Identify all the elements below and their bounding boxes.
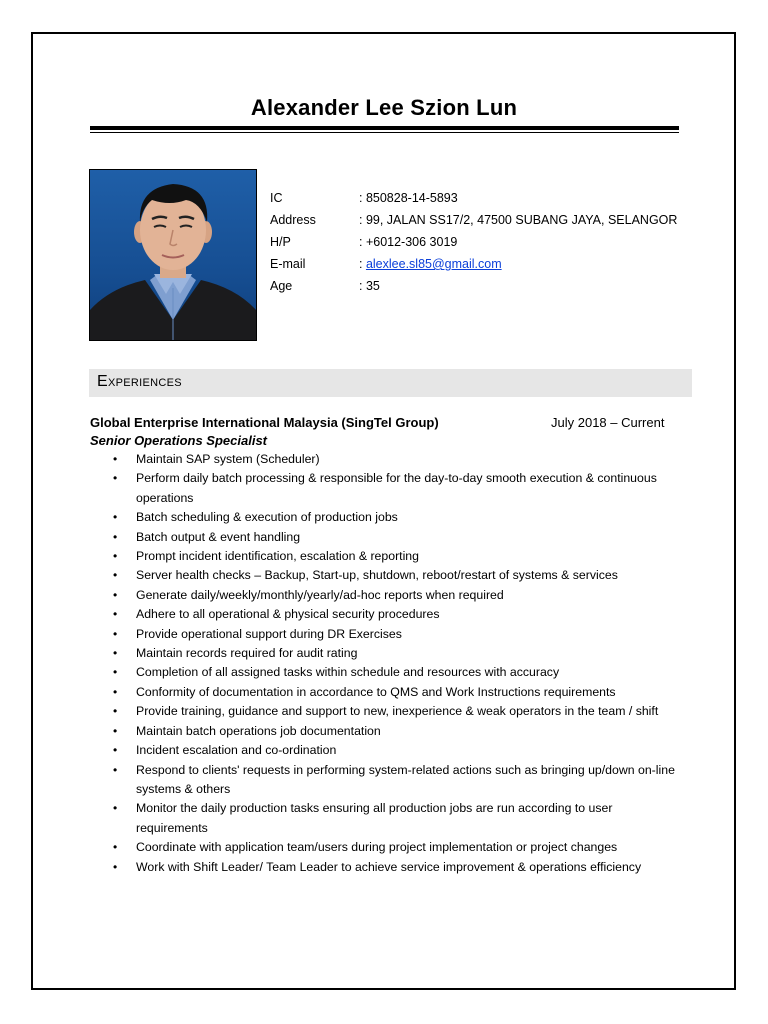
info-row-address: [270, 209, 677, 231]
job-dates: July 2018 – Current: [551, 415, 665, 430]
list-item: • Coordinate with application team/users during project implementation or project changes: [113, 838, 683, 857]
list-item: • Completion of all assigned tasks within schedule and resources with accuracy: [113, 663, 683, 682]
title-rule-thick: [90, 126, 679, 130]
person-portrait-icon: [90, 170, 256, 340]
list-item: • Maintain SAP system (Scheduler): [113, 450, 683, 469]
info-value: : 35: [359, 279, 380, 293]
personal-info: [270, 187, 677, 297]
section-header-experiences: [89, 369, 692, 397]
list-item: • Server health checks – Backup, Start-up, shutdown, reboot/restart of systems & services: [113, 566, 683, 585]
list-item: • Conformity of documentation in accordance to QMS and Work Instructions requirements: [113, 683, 683, 702]
email-link[interactable]: alexlee.sl85@gmail.com: [365, 257, 502, 271]
title-rule-thin: [90, 132, 679, 133]
email-prefix: :: [359, 257, 366, 271]
list-item: • Prompt incident identification, escalation & reporting: [113, 547, 683, 566]
info-value: [359, 253, 502, 275]
info-label: Age: [270, 279, 293, 293]
info-value: : 850828-14-5893: [359, 191, 458, 205]
profile-photo: [89, 169, 257, 341]
list-item: • Incident escalation and co-ordination: [113, 741, 683, 760]
info-row-email: [270, 253, 677, 275]
info-value: : 99, JALAN SS17/2, 47500 SUBANG JAYA, SELANGOR: [359, 213, 678, 227]
list-item: • Batch output & event handling: [113, 528, 683, 547]
info-row-age: [270, 275, 677, 297]
list-item: • Perform daily batch processing & responsible for the day-to-day smooth execution & continuous operations: [113, 469, 683, 508]
resume-name: Alexander Lee Szion Lun: [250, 95, 518, 120]
job-company: Global Enterprise International Malaysia (SingTel Group): [90, 415, 439, 430]
info-label: H/P: [270, 235, 291, 249]
info-value: : +6012-306 3019: [359, 235, 458, 249]
info-row-ic: [270, 187, 677, 209]
info-label: Address: [270, 213, 316, 227]
job-duties-list: [113, 450, 683, 877]
section-title: Experiences: [97, 373, 182, 390]
info-row-phone: [270, 231, 677, 253]
list-item: • Provide operational support during DR Exercises: [113, 625, 683, 644]
list-item: • Maintain records required for audit rating: [113, 644, 683, 663]
list-item: • Provide training, guidance and support to new, inexperience & weak operators in the team / shift: [113, 702, 683, 721]
info-label: IC: [270, 191, 283, 205]
list-item: • Work with Shift Leader/ Team Leader to achieve service improvement & operations efficiency: [113, 858, 683, 877]
list-item: • Generate daily/weekly/monthly/yearly/ad-hoc reports when required: [113, 586, 683, 605]
job-role: Senior Operations Specialist: [90, 433, 267, 448]
list-item: • Respond to clients' requests in performing system-related actions such as bringing up/down on-line systems & others: [113, 761, 683, 800]
list-item: • Monitor the daily production tasks ensuring all production jobs are run according to user requirements: [113, 799, 683, 838]
info-label: E-mail: [270, 257, 306, 271]
list-item: • Batch scheduling & execution of production jobs: [113, 508, 683, 527]
list-item: • Maintain batch operations job documentation: [113, 722, 683, 741]
list-item: • Adhere to all operational & physical security procedures: [113, 605, 683, 624]
